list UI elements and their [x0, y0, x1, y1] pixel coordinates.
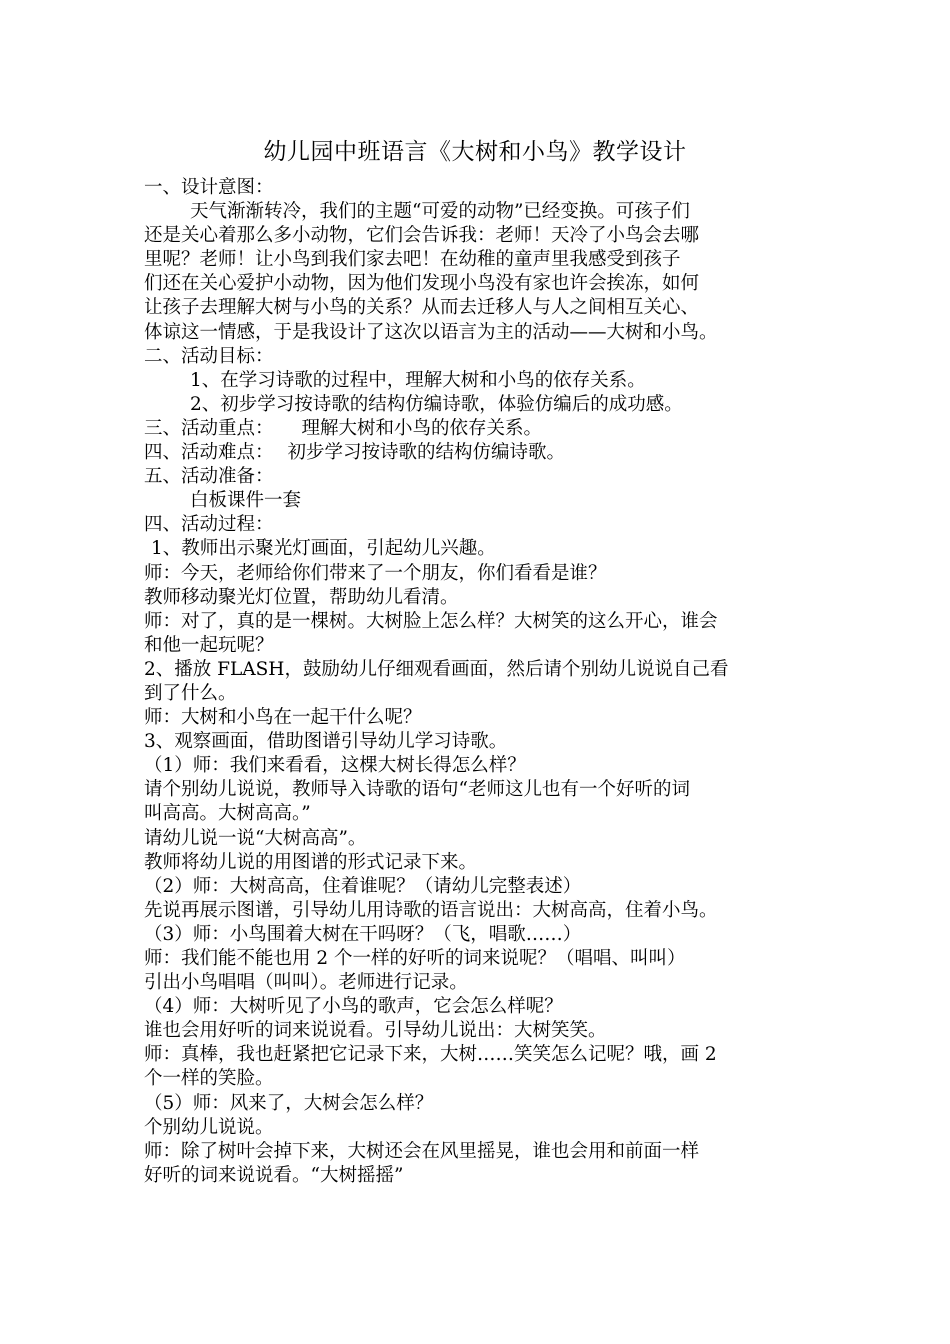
- paragraph-line: 师：我们能不能也用 2 个一样的好听的词来说呢？（唱唱、叫叫）: [144, 948, 686, 969]
- paragraph-line: 引出小鸟唱唱（叫叫）。老师进行记录。: [144, 972, 468, 994]
- paragraph-line: 教师移动聚光灯位置，帮助幼儿看清。: [144, 586, 459, 608]
- paragraph-line: 天气渐渐转冷，我们的主题“可爱的动物”已经变换。可孩子们: [190, 201, 690, 223]
- paragraph-line: 师：大树和小鸟在一起干什么呢？: [144, 707, 422, 729]
- section-heading-row: [144, 441, 828, 465]
- paragraph-line: 师：除了树叶会掉下来，大树还会在风里摇晃，谁也会用和前面一样: [144, 1140, 700, 1162]
- paragraph-line: 谁也会用好听的词来说说看。引导幼儿说出：大树笑笑。: [144, 1020, 607, 1042]
- paragraph-line: 3、观察画面，借助图谱引导幼儿学习诗歌。: [144, 731, 508, 753]
- paragraph-line: 白板课件一套: [190, 490, 302, 512]
- paragraph-line: （1）师：我们来看看，这棵大树长得怎么样？: [144, 755, 526, 777]
- section-heading-row: [144, 417, 828, 441]
- paragraph-line: 1、教师出示聚光灯画面，引起幼儿兴趣。: [151, 538, 496, 560]
- paragraph-line: 们还在关心爱护小动物，因为他们发现小鸟没有家也许会挨冻，如何: [144, 273, 700, 295]
- paragraph-line: 师：真棒，我也赶紧把它记录下来，大树……笑笑怎么记呢？哦，画 2: [144, 1044, 717, 1066]
- paragraph-line: 请个别幼儿说说，教师导入诗歌的语句“老师这儿也有一个好听的词: [144, 779, 690, 801]
- paragraph-line: （3）师：小鸟围着大树在干吗呀？（飞，唱歌……）: [144, 923, 582, 945]
- section-heading: 五、活动准备：: [144, 466, 274, 488]
- paragraph-line: 好听的词来说说看。“大树摇摇”: [144, 1164, 404, 1186]
- section-value: 初步学习按诗歌的结构仿编诗歌。: [287, 442, 566, 464]
- paragraph-line: 让孩子去理解大树与小鸟的关系？从而去迁移人与人之间相互关心、: [144, 297, 700, 319]
- section-heading: 一、设计意图：: [144, 177, 274, 198]
- paragraph-line: 师：今天，老师给你们带来了一个朋友，你们看看是谁？: [144, 562, 607, 584]
- paragraph-line: 还是关心着那么多小动物，它们会告诉我：老师！天冷了小鸟会去哪: [144, 225, 700, 247]
- paragraph-line: 到了什么。: [144, 682, 237, 704]
- section-heading: 二、活动目标：: [144, 345, 274, 367]
- list-item: 1、在学习诗歌的过程中，理解大树和小鸟的依存关系。: [190, 369, 646, 391]
- section-heading: 三、活动重点：: [144, 417, 274, 439]
- paragraph-line: 教师将幼儿说的用图谱的形式记录下来。: [144, 851, 478, 873]
- paragraph-line: （2）师：大树高高，住着谁呢？（请幼儿完整表述）: [144, 875, 582, 897]
- section-value: 理解大树和小鸟的依存关系。: [301, 417, 543, 439]
- paragraph-line: 先说再展示图谱，引导幼儿用诗歌的语言说出：大树高高，住着小鸟。: [144, 899, 718, 921]
- paragraph-line: 体谅这一情感，于是我设计了这次以语言为主的活动——大树和小鸟。: [144, 321, 718, 343]
- paragraph-line: 个一样的笑脸。: [144, 1068, 274, 1090]
- paragraph-line: 和他一起玩呢？: [144, 634, 274, 656]
- paragraph-line: 2、播放 FLASH，鼓励幼儿仔细观看画面，然后请个别幼儿说说自己看: [144, 658, 729, 680]
- list-item: 2、初步学习按诗歌的结构仿编诗歌，体验仿编后的成功感。: [190, 393, 683, 415]
- paragraph-line: （5）师：风来了，大树会怎么样？: [144, 1092, 434, 1114]
- section-heading: 四、活动过程：: [144, 514, 274, 536]
- paragraph-line: 师：对了，真的是一棵树。大树脸上怎么样？大树笑的这么开心，谁会: [144, 610, 718, 632]
- section-heading: 四、活动难点：: [144, 442, 274, 464]
- document-body: [144, 176, 828, 1188]
- paragraph-line: 个别幼儿说说。: [144, 1116, 274, 1138]
- paragraph-line: 请幼儿说一说“大树高高”。: [144, 827, 367, 849]
- paragraph-line: 里呢？老师！让小鸟到我们家去吧！在幼稚的童声里我感受到孩子: [144, 249, 681, 271]
- paragraph-line: 叫高高。大树高高。”: [144, 803, 311, 825]
- paragraph-line: （4）师：大树听见了小鸟的歌声，它会怎么样呢？: [144, 996, 563, 1018]
- document-title: 幼儿园中班语言《大树和小鸟》教学设计: [263, 139, 687, 165]
